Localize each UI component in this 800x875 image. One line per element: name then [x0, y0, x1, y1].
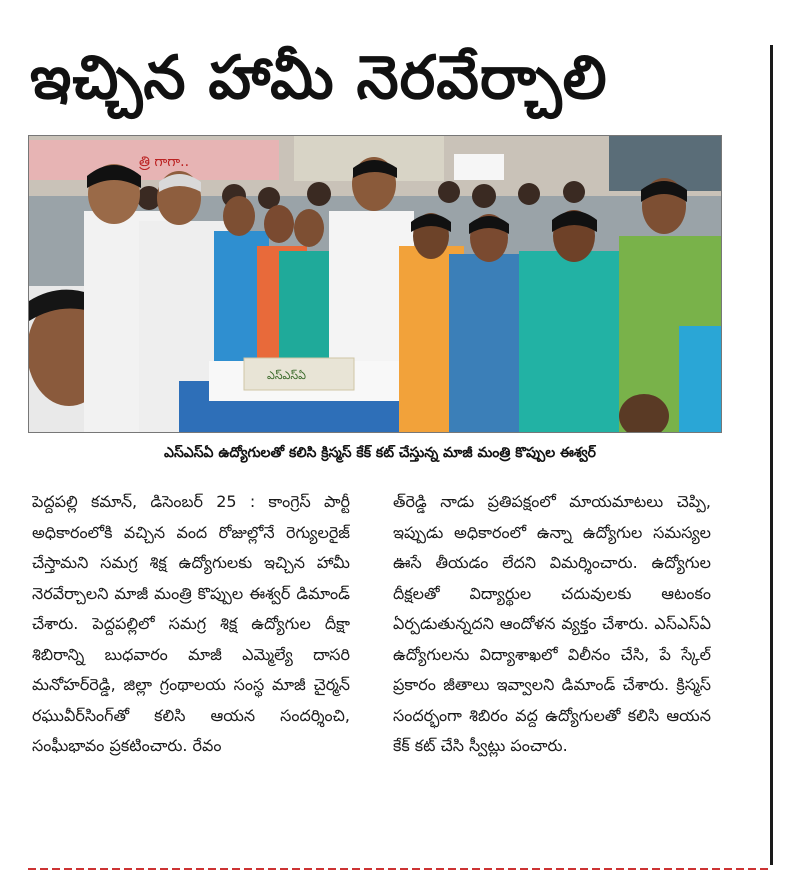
headline: ఇచ్చిన హామీ నెరవేర్చాలి — [30, 43, 608, 113]
news-photo — [28, 135, 722, 433]
cake-text: ఎస్ఎస్ఏ — [267, 369, 306, 382]
body-column-left: పెద్దపల్లి కమాన్, డిసెంబర్ 25 : కాంగ్రెస్ పార్టీ అధికారంలోకి వచ్చిన వంద రోజుల్లోనే రెగ్యులరైజ్ చేస్తామని సమగ్ర శిక్ష ఉద్యోగులకు ఇచ్చిన హామీ నెరవేర్చాలని మాజీ మంత్రి కొప్పుల ఈశ్వర్ డిమాండ్ చేశారు. పెద్దపల్లిలో సమగ్ర శిక్ష ఉద్యోగుల దీక్షా శిబిరాన్ని బుధవారం మాజీ ఎమ్మెల్యే దాసరి మనోహర్‌రెడ్డి, జిల్లా గ్రంథాలయ సంస్థ మాజీ చైర్మన్ రఘువీర్‌సింగ్‌తో కలిసి ఆయన సందర్శించి, సంఘీభావం ప్రకటించారు. రేవం — [32, 492, 350, 755]
photo-caption: ఎస్ఎస్ఏ ఉద్యోగులతో కలిసి క్రిస్మస్ కేక్ కట్ చేస్తున్న మాజీ మంత్రి కొప్పుల ఈశ్వర్ — [163, 445, 596, 461]
bottom-divider — [28, 868, 768, 870]
photo-banner-text: త్రి గాగా.. — [139, 154, 190, 170]
body-column-right: త్‌రెడ్డి నాడు ప్రతిపక్షంలో మాయమాటలు చెప్పి, ఇప్పుడు అధికారంలో ఉన్నా ఉద్యోగుల సమస్యల ఊసే తీయడం లేదని విమర్శించారు. ఉద్యోగుల దీక్షలతో విద్యార్థుల చదువులకు ఆటంకం ఏర్పడుతున్నదని ఆందోళన వ్యక్తం చేశారు. ఎస్ఎస్ఏ ఉద్యోగులను విద్యాశాఖలో విలీనం చేసి, పే స్కేల్ ప్రకారం జీతాలు ఇవ్వాలని డిమాండ్ చేశారు. క్రిస్మస్ సందర్భంగా శిబిరం వద్ద ఉద్యోగులతో కలిసి ఆయన కేక్ కట్ చేసి స్వీట్లు పంచారు. — [393, 492, 711, 755]
column-divider — [770, 45, 773, 865]
